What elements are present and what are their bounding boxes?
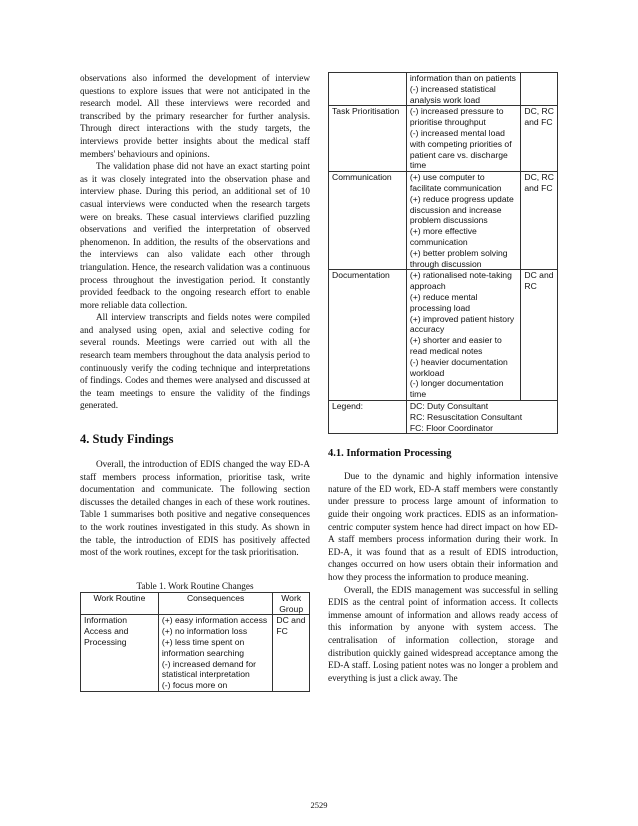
- consequence-item: (+) easy information access: [161, 615, 268, 626]
- consequences-cell: [406, 172, 521, 270]
- consequence-item: (+) less time spent on information searching: [161, 636, 245, 658]
- legend-label: Legend:: [329, 400, 407, 433]
- table-row: [329, 106, 558, 172]
- consequence-item: (-) increased demand for statistical interpretation: [161, 658, 256, 680]
- consequence-item: (-) increased mental load with competing priorities of patient care vs. discharge time: [409, 127, 512, 171]
- work-routine-cell: [329, 73, 407, 106]
- consequence-item: (-) longer documentation time: [409, 378, 504, 400]
- consequence-item: (-) heavier documentation workload: [409, 356, 508, 378]
- consequence-item: (+) shorter and easier to read medical notes: [409, 335, 502, 356]
- paragraph: observations also informed the development of interview questions to explore issues that were not anticipated in the research model. All these interviews were recorded and transcribed by the primary researcher for further analysis. Through direct interactions with the study targets, the interviews provide better insights about the medical staff members' behaviours and opinions.: [80, 73, 310, 159]
- table-caption: Table 1. Work Routine Changes: [136, 580, 254, 591]
- consequence-item: (+) reduce progress update discussion and increase problem discussions: [409, 193, 514, 226]
- work-routine-cell: Communication: [329, 172, 407, 270]
- legend-row: [329, 400, 558, 433]
- subsection-heading: 4.1. Information Processing: [328, 448, 452, 460]
- paragraph: All interview transcripts and fields notes were compiled and analysed using open, axial and selective coding for several rounds. Meetings were carried out with all the research team members throughout the data analysis period to continuously verify the coding technique and interpretations of findings. Codes and themes were analysed and discussed at the team meetings to ensure the validity of the findings generated.: [80, 312, 310, 411]
- legend-line: RC: Resuscitation Consultant: [409, 411, 523, 422]
- consequences-cell: [158, 615, 273, 692]
- work-group-cell: DC, RC and FC: [521, 106, 558, 172]
- table-row: [81, 615, 310, 692]
- consequence-item: (-) increased pressure to prioritise throughput: [409, 106, 504, 128]
- section-heading: 4. Study Findings: [80, 432, 174, 447]
- work-group-cell: DC and RC: [521, 270, 558, 401]
- work-routine-table-part1: [80, 592, 310, 692]
- paragraph: Due to the dynamic and highly information intensive nature of the ED work, ED-A staff members were constantly under pressure to process large amount of information to guide their ongoing work practices. EDIS as an information-centric computer system hence had direct impact on how ED-A staff members process information during their work. In ED-A, it was found that as a result of EDIS introduction, changes occurred on how users obtain their information and how they process the information to produce meaning.: [328, 471, 558, 583]
- work-routine-cell: Information Access and Processing: [81, 615, 159, 692]
- paragraph: Overall, the introduction of EDIS changed the way ED-A staff members process information, prioritise task, write documentation and communicate. The following section discusses the detailed changes in each of these work routines. Table 1 summarises both positive and negative consequences to the work routines investigated in this study. As shown in the table, the introduction of EDIS has positively affected most of the work routines, except for the task prioritisation.: [80, 459, 310, 558]
- work-routine-cell: Documentation: [329, 270, 407, 401]
- work-group-cell: DC, RC and FC: [521, 172, 558, 270]
- consequence-item: (-) increased statistical analysis work load: [409, 83, 496, 105]
- consequence-item: (+) improved patient history accuracy: [409, 313, 515, 335]
- page-number: 2529: [310, 800, 328, 810]
- consequence-item: (+) reduce mental processing load: [409, 291, 478, 313]
- table-row: [329, 73, 558, 106]
- work-group-cell: DC and FC: [273, 615, 310, 692]
- consequences-cell: [406, 270, 521, 401]
- table-header-row: [81, 592, 310, 615]
- left-column: [80, 72, 310, 692]
- consequence-item: (+) more effective communication: [409, 226, 477, 247]
- consequence-item: (+) better problem solving through discussion: [409, 247, 508, 269]
- consequences-cell: [406, 106, 521, 172]
- consequence-item: (+) rationalised note-taking approach: [409, 270, 512, 292]
- consequences-cell: [406, 73, 521, 106]
- table-row: [329, 270, 558, 401]
- right-column: [328, 72, 558, 684]
- work-group-cell: [521, 73, 558, 106]
- legend-line: FC: Floor Coordinator: [409, 422, 493, 433]
- header-work-routine: Work Routine: [81, 592, 159, 615]
- table-row: [329, 172, 558, 270]
- paragraph: Overall, the EDIS management was successful in selling EDIS as the central point of information access. It collects immense amount of information and allows ready access of this information by anyone with system access. The centralisation of information collection, storage and distribution quickly gained widespread acceptance among the ED-A staff. Losing patient notes was no longer a problem and everything is just a click away. The: [328, 584, 558, 683]
- consequence-item: (+) no information loss: [161, 626, 248, 637]
- work-routine-table-part2: [328, 72, 558, 434]
- legend-content: [406, 400, 557, 433]
- paragraph: The validation phase did not have an exact starting point as it was closely integrated into the observation phase and interview phase. During this period, an additional set of 10 casual interviews were conducted when the research targets were on breaks. These casual interviews clarified puzzling observations and verified the interpretation of observed phenomenon. In addition, the results of the observations and the interviews can also validate each other through triangulation. Hence, the research validation was a continuous process throughout the investigation period. It constantly provided feedback to the ongoing research effort to enable more reliable data collection.: [80, 161, 310, 310]
- consequence-item: information than on patients: [409, 73, 516, 83]
- consequence-item: (+) use computer to facilitate communication: [409, 172, 502, 193]
- consequence-item: (-) focus more on: [161, 680, 228, 691]
- work-routine-cell: Task Prioritisation: [329, 106, 407, 172]
- header-work-group: Work Group: [273, 592, 310, 615]
- header-consequences: Consequences: [158, 592, 273, 615]
- legend-line: DC: Duty Consultant: [409, 400, 489, 411]
